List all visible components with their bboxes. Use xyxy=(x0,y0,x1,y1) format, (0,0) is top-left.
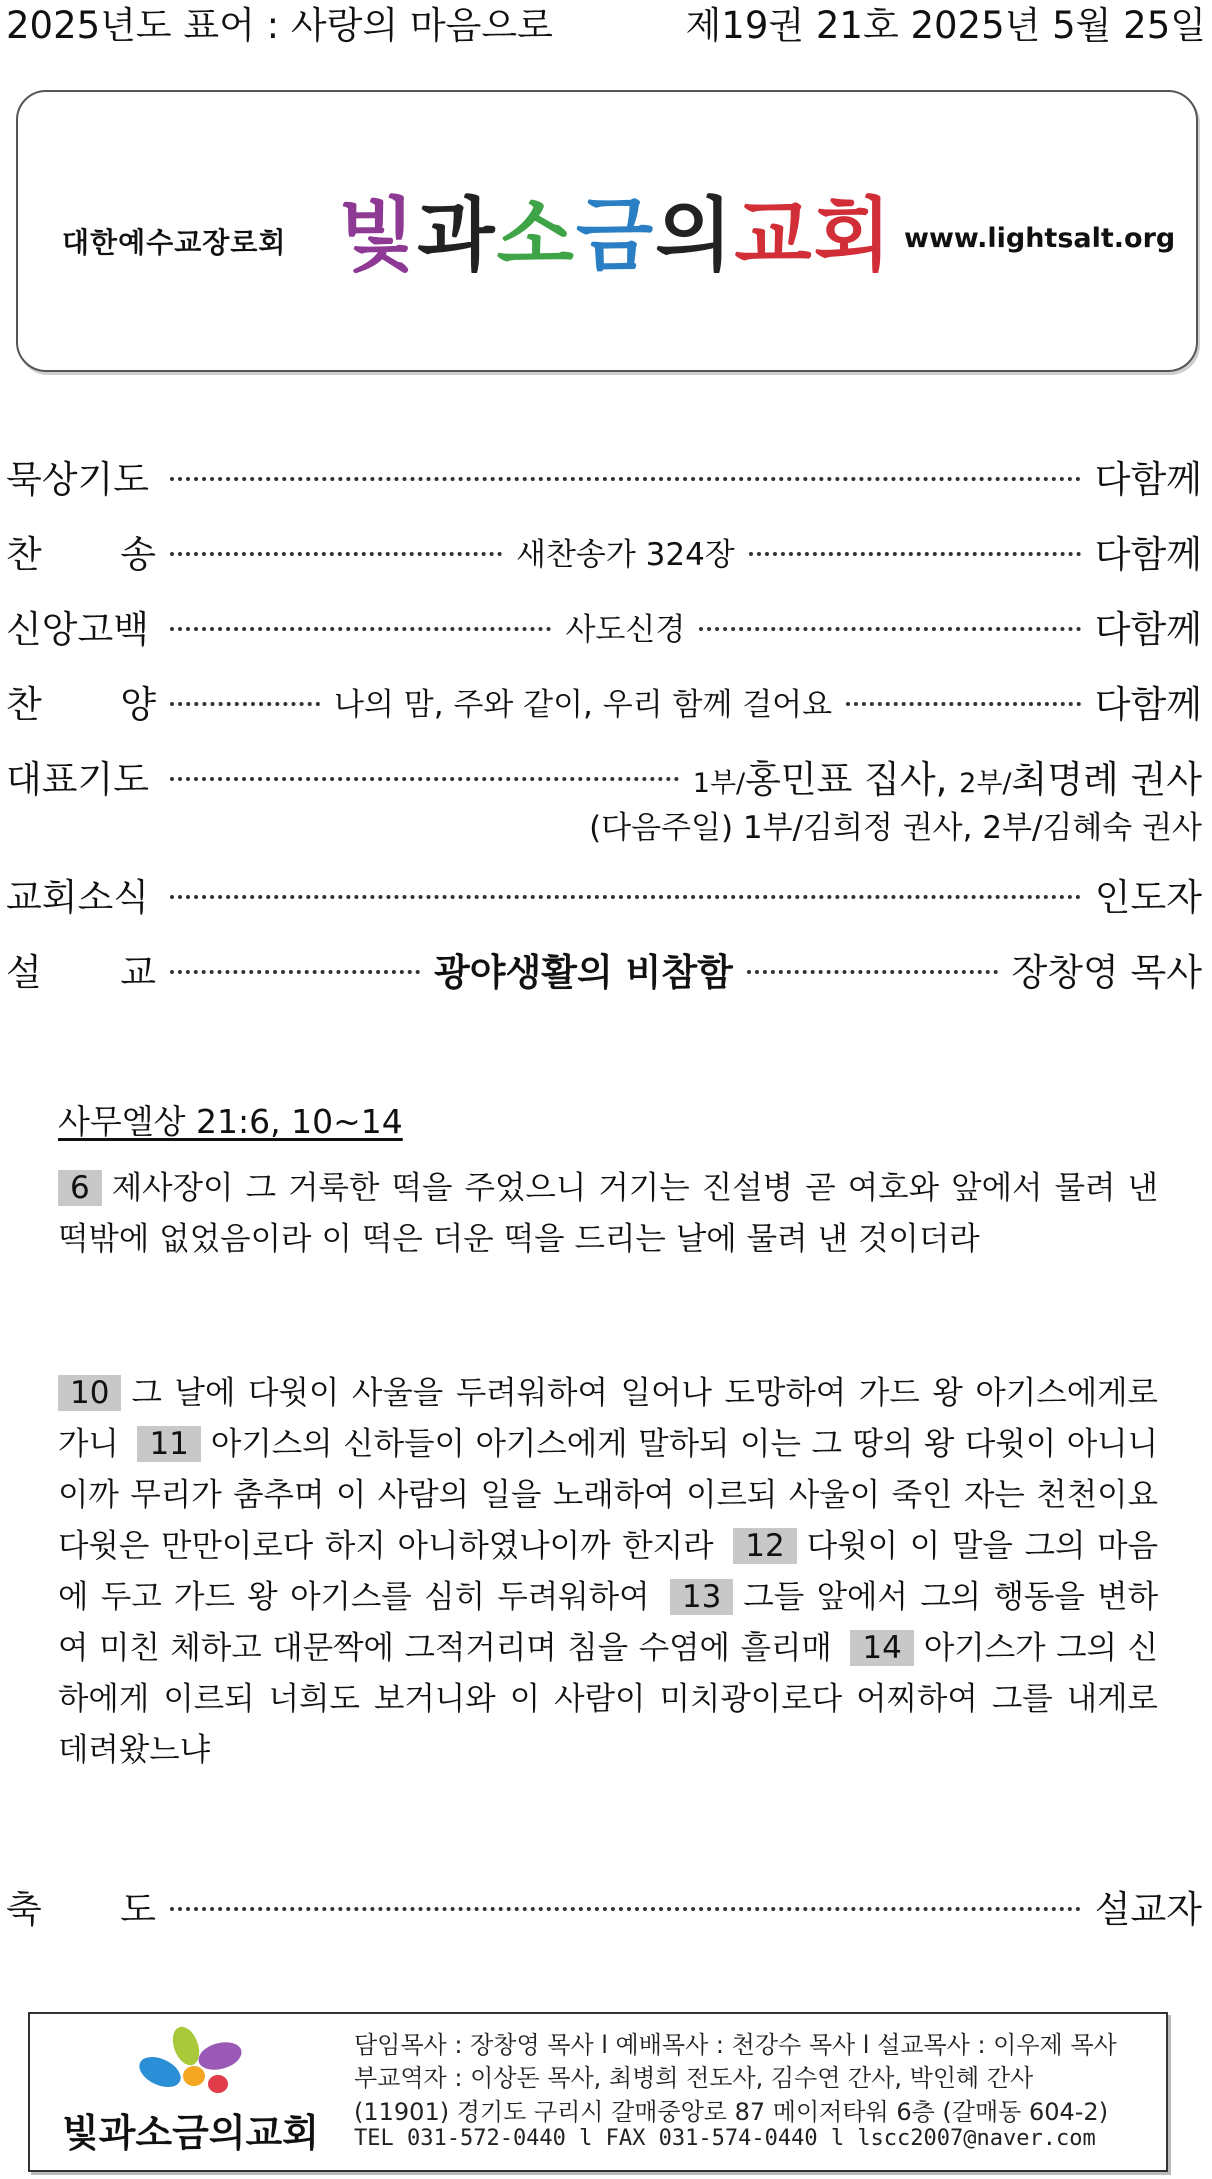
footer-staff: 부교역자 : 이상돈 목사, 최병희 전도사, 김수연 간사, 박인혜 간사 xyxy=(354,2064,1034,2092)
logo-char: 금 xyxy=(575,189,656,282)
logo-char: 소 xyxy=(496,189,576,282)
dot-leader xyxy=(170,895,1081,899)
service-row-leader: 다함께 xyxy=(1094,683,1202,726)
prayer-leader-part1: 홍민표 집사, xyxy=(745,758,948,801)
service-row-praise xyxy=(6,671,1202,731)
service-row-label xyxy=(6,942,156,996)
service-row-leader: 다함께 xyxy=(1094,533,1202,576)
logo-char: 과 xyxy=(417,189,497,282)
service-row-leader: 인도자 xyxy=(1094,876,1202,919)
service-row-representative-prayer xyxy=(6,746,1202,806)
scripture-paragraph xyxy=(58,1368,1158,1776)
label-char: 찬 xyxy=(6,683,42,726)
dot-leader xyxy=(749,552,1081,556)
verse-text: 아기스가 그의 신하에게 이르되 너희도 보거니와 이 사람이 미치광이로다 어찌하여 그를 내게로 데려왔느냐 xyxy=(58,1630,1159,1768)
label-char: 찬 xyxy=(6,533,42,576)
verse-number: 10 xyxy=(58,1375,121,1411)
service-row-label: 묵상기도 xyxy=(6,458,149,501)
prayer-leader-part2: 최명례 권사 xyxy=(1011,758,1202,801)
service-part-label: 2부/ xyxy=(959,768,1012,799)
service-row-label: 대표기도 xyxy=(6,758,149,801)
verse-number: 13 xyxy=(670,1579,733,1615)
service-row-detail: 새찬송가 324장 xyxy=(516,536,735,573)
service-part-label: 1부/ xyxy=(692,768,746,799)
label-char: 도 xyxy=(120,1888,156,1931)
dot-leader xyxy=(170,970,420,974)
service-row-label: 신앙고백 xyxy=(6,608,149,651)
logo-char: 교 xyxy=(734,189,814,282)
label-char: 송 xyxy=(120,533,156,576)
service-row-label xyxy=(6,1879,156,1933)
service-row-leader xyxy=(693,749,1202,803)
church-website: www.lightsalt.org xyxy=(904,223,1176,254)
service-row-church-news xyxy=(6,864,1202,924)
logo-char: 빛 xyxy=(338,189,418,282)
service-row-silent-prayer xyxy=(6,446,1202,506)
label-char: 교 xyxy=(120,951,156,994)
service-row-detail: 나의 맘, 주와 같이, 우리 함께 걸어요 xyxy=(334,686,833,723)
dot-leader xyxy=(170,477,1081,481)
service-row-benediction xyxy=(6,1876,1202,1936)
verse-text: 제사장이 그 거룩한 떡을 주었으니 거기는 진설병 곧 여호와 앞에서 물려 낸 떡밖에 없었음이라 이 떡은 더운 떡을 드리는 날에 물려 낸 것이더라 xyxy=(58,1170,1158,1257)
service-row-label xyxy=(6,674,156,728)
label-char: 양 xyxy=(120,683,156,726)
label-char: 축 xyxy=(6,1888,42,1931)
service-row-detail: 사도신경 xyxy=(565,611,686,648)
verse-text: 다윗이 이 말을 그의 마음에 두고 가드 왕 아기스를 심히 두려워하여 xyxy=(58,1528,1159,1615)
service-row-leader: 다함께 xyxy=(1094,608,1202,651)
service-row-sermon xyxy=(6,939,1202,999)
logo-char: 의 xyxy=(655,189,735,282)
verse-text: 아기스의 신하들이 아기스에게 말하되 이는 그 땅의 왕 다윗이 아니니이까 무리가 춤추며 이 사람의 일을 노래하여 이르되 사울이 죽인 자는 천천이요 다윗은 만만이로다 하지 아니하였나이까 한지라 xyxy=(58,1426,1158,1564)
service-row-creed xyxy=(6,596,1202,656)
verse-number: 12 xyxy=(733,1528,796,1564)
dot-leader xyxy=(846,702,1081,706)
logo-char: 회 xyxy=(813,189,893,282)
service-row-label xyxy=(6,524,156,578)
verse-number: 14 xyxy=(850,1630,913,1666)
service-row-leader: 설교자 xyxy=(1094,1888,1202,1931)
verse-number: 11 xyxy=(137,1426,200,1462)
sermon-title: 광야생활의 비참함 xyxy=(434,951,733,994)
footer-pastors: 담임목사 : 장창영 목사 l 예배목사 : 천강수 목사 l 설교목사 : 이우제 목사 xyxy=(354,2031,1117,2059)
service-row-leader: 장창영 목사 xyxy=(1011,951,1202,994)
next-week-prayer-note: (다음주일) 1부/김희정 권사, 2부/김혜숙 권사 xyxy=(589,810,1202,846)
dot-leader xyxy=(170,627,551,631)
church-flower-logo-icon xyxy=(134,2024,254,2104)
dot-leader xyxy=(170,1907,1081,1911)
label-char: 설 xyxy=(6,951,42,994)
yearly-motto: 2025년도 표어 : 사랑의 마음으로 xyxy=(6,4,553,47)
dot-leader xyxy=(747,970,998,974)
church-logo-wordmark xyxy=(338,188,893,284)
footer-church-logo: 빛과소금의교회 xyxy=(62,2111,319,2155)
dot-leader xyxy=(699,627,1080,631)
dot-leader xyxy=(170,552,502,556)
denomination-name: 대한예수교장로회 xyxy=(62,226,287,259)
footer-contact: TEL 031-572-0440 l FAX 031-574-0440 l lscc2007@naver.com xyxy=(354,2126,1096,2151)
service-row-hymn xyxy=(6,521,1202,581)
verse-text: 그들 앞에서 그의 행동을 변하여 미친 체하고 대문짝에 그적거리며 침을 수염에 흘리매 xyxy=(58,1579,1158,1666)
dot-leader xyxy=(170,777,679,781)
scripture-reference: 사무엘상 21:6, 10~14 xyxy=(58,1102,403,1141)
service-row-label: 교회소식 xyxy=(6,876,149,919)
issue-date: 제19권 21호 2025년 5월 25일 xyxy=(685,4,1206,47)
verse-text: 그 날에 다윗이 사울을 두려워하여 일어나 도망하여 가드 왕 아기스에게로 가니 xyxy=(58,1375,1158,1462)
service-row-leader: 다함께 xyxy=(1094,458,1202,501)
verse-number: 6 xyxy=(58,1170,102,1206)
footer-address: (11901) 경기도 구리시 갈매중앙로 87 메이저타워 6층 (갈매동 604-2) xyxy=(354,2098,1109,2126)
scripture-paragraph xyxy=(58,1163,1158,1265)
dot-leader xyxy=(170,702,320,706)
